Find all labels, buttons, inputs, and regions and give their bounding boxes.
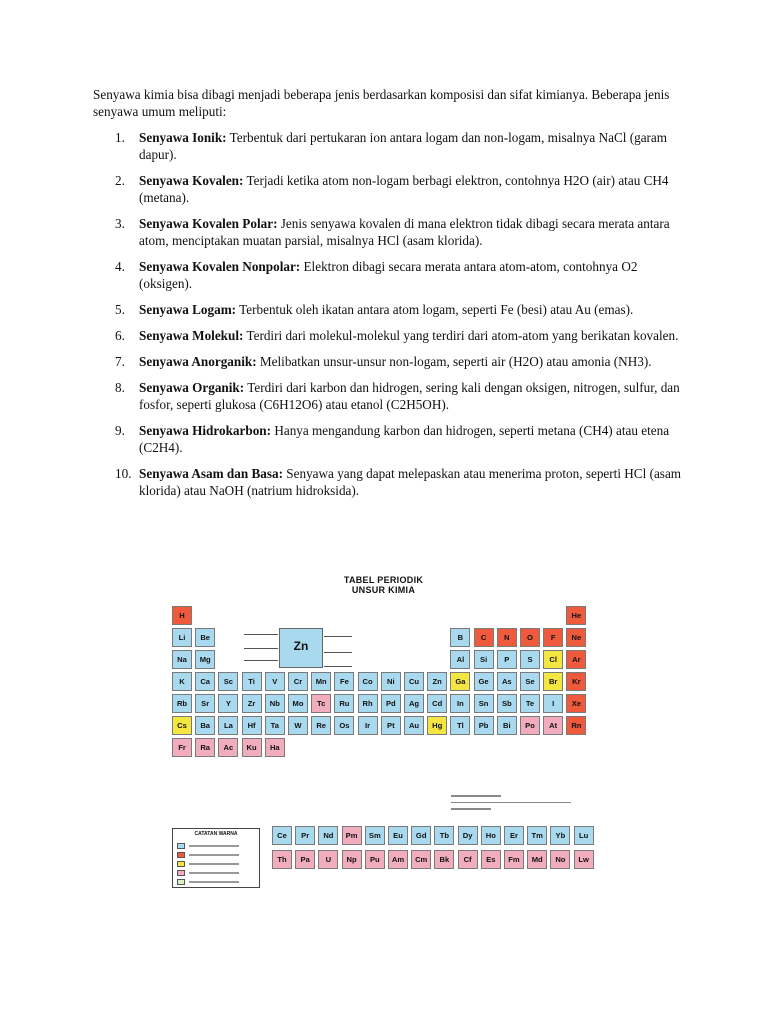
element-cell-sn: Sn	[474, 694, 494, 713]
element-cell-f: F	[543, 628, 563, 647]
element-cell-mo: Mo	[288, 694, 308, 713]
element-cell-sr: Sr	[195, 694, 215, 713]
element-cell-ne: Ne	[566, 628, 586, 647]
list-item-term: Senyawa Kovalen Polar:	[139, 216, 278, 231]
element-key-box	[279, 628, 323, 668]
element-cell-tb: Tb	[434, 826, 454, 845]
list-item-term: Senyawa Ionik:	[139, 130, 227, 145]
figure-notes	[451, 795, 591, 815]
element-cell-te: Te	[520, 694, 540, 713]
list-item	[93, 465, 693, 499]
list-item-description: Terjadi ketika atom non-logam berbagi elektron, contohnya H2O (air) atau CH4 (metana).	[139, 173, 669, 205]
element-cell-pd: Pd	[381, 694, 401, 713]
key-pointer-line	[244, 648, 278, 649]
element-cell-yb: Yb	[550, 826, 570, 845]
element-cell-sm: Sm	[365, 826, 385, 845]
element-cell-na: Na	[172, 650, 192, 669]
list-item	[93, 327, 693, 344]
element-cell-bi: Bi	[497, 716, 517, 735]
color-legend	[172, 828, 260, 888]
list-item-number: 4.	[115, 259, 125, 274]
element-cell-nd: Nd	[318, 826, 338, 845]
element-cell-fe: Fe	[334, 672, 354, 691]
element-cell-re: Re	[311, 716, 331, 735]
list-item	[93, 129, 693, 163]
element-cell-ni: Ni	[381, 672, 401, 691]
element-cell-cr: Cr	[288, 672, 308, 691]
element-cell-cu: Cu	[404, 672, 424, 691]
element-cell-ra: Ra	[195, 738, 215, 757]
element-cell-nb: Nb	[265, 694, 285, 713]
legend-text-line	[189, 872, 239, 874]
element-cell-hg: Hg	[427, 716, 447, 735]
element-cell-cs: Cs	[172, 716, 192, 735]
element-cell-cf: Cf	[458, 850, 478, 869]
element-cell-mn: Mn	[311, 672, 331, 691]
element-cell-lw: Lw	[574, 850, 594, 869]
element-cell-rn: Rn	[566, 716, 586, 735]
element-cell-o: O	[520, 628, 540, 647]
legend-title: CATATAN WARNA	[194, 831, 238, 837]
element-cell-ca: Ca	[195, 672, 215, 691]
element-cell-zn: Zn	[427, 672, 447, 691]
legend-swatch	[177, 843, 185, 849]
element-cell-ba: Ba	[195, 716, 215, 735]
list-item	[93, 172, 693, 206]
element-cell-tc: Tc	[311, 694, 331, 713]
legend-swatch	[177, 861, 185, 867]
list-item-term: Senyawa Asam dan Basa:	[139, 466, 283, 481]
list-item	[93, 215, 693, 249]
key-pointer-line	[324, 636, 352, 637]
element-cell-ir: Ir	[358, 716, 378, 735]
element-cell-si: Si	[474, 650, 494, 669]
list-item-term: Senyawa Logam:	[139, 302, 237, 317]
list-item-description: Senyawa yang dapat melepaskan atau menerima proton, seperti HCl (asam klorida) atau NaOH (natrium hidroksida).	[139, 466, 682, 498]
figure-title-line2: UNSUR KIMIA	[351, 585, 416, 595]
legend-text-line	[189, 854, 239, 856]
list-item-number: 5.	[115, 302, 125, 317]
list-item-term: Senyawa Organik:	[139, 380, 245, 395]
element-cell-er: Er	[504, 826, 524, 845]
element-cell-ha: Ha	[265, 738, 285, 757]
list-item-description: Hanya mengandung karbon dan hidrogen, seperti metana (CH4) atau etena (C2H4).	[139, 423, 670, 455]
element-cell-sb: Sb	[497, 694, 517, 713]
element-cell-ho: Ho	[481, 826, 501, 845]
legend-text-line	[189, 863, 239, 865]
key-pointer-line	[324, 652, 352, 653]
element-cell-bk: Bk	[434, 850, 454, 869]
figure-title	[166, 575, 601, 595]
list-item-description: Melibatkan unsur-unsur non-logam, seperti air (H2O) atau amonia (NH3).	[256, 354, 652, 369]
element-cell-be: Be	[195, 628, 215, 647]
element-cell-xe: Xe	[566, 694, 586, 713]
list-item-description: Terbentuk dari pertukaran ion antara logam dan non-logam, misalnya NaCl (garam dapur).	[139, 130, 668, 162]
element-cell-b: B	[450, 628, 470, 647]
compound-types-list	[93, 129, 693, 499]
list-item-term: Senyawa Kovalen:	[139, 173, 244, 188]
legend-swatch	[177, 879, 185, 885]
element-cell-po: Po	[520, 716, 540, 735]
element-cell-os: Os	[334, 716, 354, 735]
element-cell-ti: Ti	[242, 672, 262, 691]
element-cell-dy: Dy	[458, 826, 478, 845]
legend-row	[177, 879, 257, 885]
element-cell-n: N	[497, 628, 517, 647]
element-cell-li: Li	[172, 628, 192, 647]
key-pointer-line	[244, 634, 278, 635]
list-item-term: Senyawa Hidrokarbon:	[139, 423, 272, 438]
legend-swatch	[177, 852, 185, 858]
element-cell-ag: Ag	[404, 694, 424, 713]
key-pointer-line	[244, 660, 278, 661]
element-cell-cm: Cm	[411, 850, 431, 869]
element-cell-au: Au	[404, 716, 424, 735]
element-cell-co: Co	[358, 672, 378, 691]
list-item-number: 8.	[115, 380, 125, 395]
element-cell-fr: Fr	[172, 738, 192, 757]
key-pointer-line	[324, 666, 352, 667]
list-item-number: 10.	[115, 466, 132, 481]
element-cell-ru: Ru	[334, 694, 354, 713]
list-item-number: 6.	[115, 328, 125, 343]
element-cell-kr: Kr	[566, 672, 586, 691]
element-cell-ta: Ta	[265, 716, 285, 735]
element-cell-mg: Mg	[195, 650, 215, 669]
element-cell-no: No	[550, 850, 570, 869]
element-cell-md: Md	[527, 850, 547, 869]
list-item-description: Elektron dibagi secara merata antara atom-atom, contohnya O2 (oksigen).	[139, 259, 638, 291]
element-cell-y: Y	[218, 694, 238, 713]
legend-swatch	[177, 870, 185, 876]
element-cell-pu: Pu	[365, 850, 385, 869]
element-cell-tl: Tl	[450, 716, 470, 735]
list-item-term: Senyawa Anorganik:	[139, 354, 257, 369]
element-cell-pt: Pt	[381, 716, 401, 735]
list-item-description: Terdiri dari karbon dan hidrogen, sering kali dengan oksigen, nitrogen, sulfur, dan fosfor, seperti glukosa (C6H12O6) atau etanol (C2H5OH).	[139, 380, 680, 412]
element-cell-rh: Rh	[358, 694, 378, 713]
element-cell-k: K	[172, 672, 192, 691]
text-block	[93, 86, 693, 508]
element-cell-u: U	[318, 850, 338, 869]
element-cell-i: I	[543, 694, 563, 713]
legend-text-line	[189, 845, 239, 847]
element-cell-np: Np	[342, 850, 362, 869]
list-item-number: 7.	[115, 354, 125, 369]
element-cell-pr: Pr	[295, 826, 315, 845]
element-cell-cd: Cd	[427, 694, 447, 713]
legend-row	[177, 870, 257, 876]
list-item-description: Terbentuk oleh ikatan antara atom logam, seperti Fe (besi) atau Au (emas).	[236, 302, 634, 317]
element-cell-ar: Ar	[566, 650, 586, 669]
element-cell-es: Es	[481, 850, 501, 869]
list-item-number: 2.	[115, 173, 125, 188]
list-item-number: 3.	[115, 216, 125, 231]
list-item	[93, 379, 693, 413]
list-item-description: Terdiri dari molekul-molekul yang terdiri dari atom-atom yang berikatan kovalen.	[243, 328, 679, 343]
element-cell-se: Se	[520, 672, 540, 691]
element-cell-ku: Ku	[242, 738, 262, 757]
element-cell-as: As	[497, 672, 517, 691]
list-item-term: Senyawa Kovalen Nonpolar:	[139, 259, 301, 274]
element-cell-ac: Ac	[218, 738, 238, 757]
element-cell-zr: Zr	[242, 694, 262, 713]
list-item	[93, 301, 693, 318]
list-item-description: Jenis senyawa kovalen di mana elektron tidak dibagi secara merata antara atom, menciptakan muatan parsial, misalnya HCl (asam klorida).	[139, 216, 670, 248]
element-cell-ge: Ge	[474, 672, 494, 691]
element-cell-eu: Eu	[388, 826, 408, 845]
element-cell-th: Th	[272, 850, 292, 869]
periodic-table-figure	[166, 570, 601, 892]
legend-row	[177, 861, 257, 867]
legend-text-line	[189, 881, 239, 883]
element-cell-al: Al	[450, 650, 470, 669]
element-cell-pm: Pm	[342, 826, 362, 845]
element-cell-hf: Hf	[242, 716, 262, 735]
list-item-number: 1.	[115, 130, 125, 145]
element-cell-pb: Pb	[474, 716, 494, 735]
element-cell-he: He	[566, 606, 586, 625]
element-cell-c: C	[474, 628, 494, 647]
element-cell-ce: Ce	[272, 826, 292, 845]
element-cell-p: P	[497, 650, 517, 669]
element-cell-at: At	[543, 716, 563, 735]
element-cell-gd: Gd	[411, 826, 431, 845]
intro-paragraph: Senyawa kimia bisa dibagi menjadi beberapa jenis berdasarkan komposisi dan sifat kimianya. Beberapa jenis senyawa umum meliputi:	[93, 87, 670, 119]
element-cell-sc: Sc	[218, 672, 238, 691]
key-symbol: Zn	[293, 639, 309, 653]
element-cell-lu: Lu	[574, 826, 594, 845]
figure-title-line1: TABEL PERIODIK	[343, 575, 424, 585]
element-cell-cl: Cl	[543, 650, 563, 669]
element-cell-fm: Fm	[504, 850, 524, 869]
element-cell-ga: Ga	[450, 672, 470, 691]
legend-row	[177, 843, 257, 849]
list-item-number: 9.	[115, 423, 125, 438]
element-cell-h: H	[172, 606, 192, 625]
list-item	[93, 258, 693, 292]
legend-row	[177, 852, 257, 858]
element-cell-am: Am	[388, 850, 408, 869]
element-cell-la: La	[218, 716, 238, 735]
element-cell-v: V	[265, 672, 285, 691]
element-cell-pa: Pa	[295, 850, 315, 869]
list-item	[93, 353, 693, 370]
element-cell-w: W	[288, 716, 308, 735]
element-cell-rb: Rb	[172, 694, 192, 713]
element-cell-in: In	[450, 694, 470, 713]
list-item-term: Senyawa Molekul:	[139, 328, 244, 343]
element-cell-s: S	[520, 650, 540, 669]
element-cell-tm: Tm	[527, 826, 547, 845]
element-cell-br: Br	[543, 672, 563, 691]
list-item	[93, 422, 693, 456]
